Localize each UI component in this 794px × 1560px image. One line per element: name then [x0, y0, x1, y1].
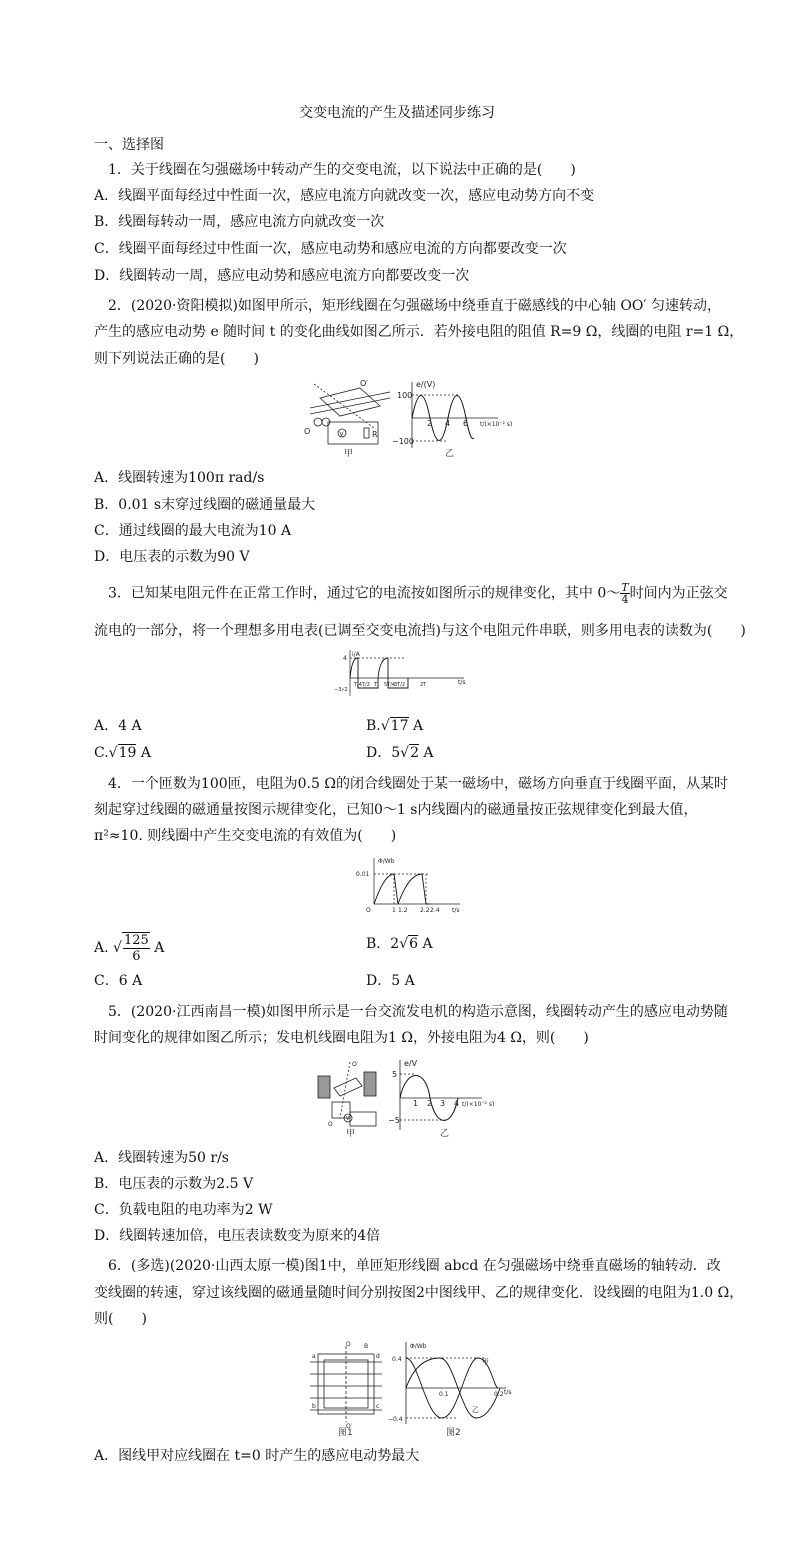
q2-option-a: A．线圈转速为100π rad/s: [94, 470, 265, 486]
q5-line1: 5．(2020·江西南昌一模)如图甲所示是一台交流发电机的构造示意图，线圈转动产生的感应电动势随: [108, 1004, 728, 1020]
q6-caption-right: 图2: [446, 1428, 461, 1436]
q2-option-c: C．通过线圈的最大电流为10 A: [94, 523, 292, 539]
q2-graph-ylabel: e/(V): [416, 380, 436, 389]
q4-figure: [356, 856, 466, 914]
q2-caption-right: 乙: [445, 449, 455, 458]
q1-stem: 1．关于线圈在匀强磁场中转动产生的交变电流，以下说法中正确的是( ): [108, 162, 576, 178]
q3-option-d: D．5√2 A: [366, 745, 434, 761]
q6-label-O: O: [346, 1341, 351, 1348]
q3-line1-a: 3．已知某电阻元件在正常工作时，通过它的电流按如图所示的规律变化，其中 0～: [108, 585, 621, 602]
q4-option-b: B．2√6 A: [366, 936, 433, 952]
q3-graph-tick-5: 3T/2: [394, 682, 406, 688]
q3-graph-tick-1: T/4: [354, 682, 362, 688]
q2-graph-ypos: 100: [397, 391, 413, 400]
q6-graph-tick-2: 0.2: [494, 1391, 504, 1398]
q3-graph-tick-4: 5T/4: [384, 682, 396, 688]
q2-label-O: O: [304, 427, 311, 436]
q3-graph-tick-3: T: [374, 682, 378, 688]
q5-label-V: V: [346, 1116, 350, 1122]
q5-label-O: O: [328, 1121, 333, 1128]
q5-caption-left: 甲: [346, 1129, 356, 1138]
q5-graph-tick-1: 1: [413, 1099, 419, 1108]
q3-line1: [108, 582, 728, 605]
q2-graph-tick-1: 2: [427, 419, 433, 428]
q4-graph-origin: O: [366, 907, 371, 914]
q6-line2: 变线圈的转速，穿过该线圈的磁通量随时间分别按图2中图线甲、乙的规律变化．设线圈的电阻为1.0 Ω，: [94, 1285, 744, 1301]
q6-graph-tick-1: 0.1: [439, 1391, 449, 1398]
q2-line3: 则下列说法正确的是( ): [94, 351, 259, 367]
q6-option-a: A．图线甲对应线圈在 t=0 时产生的感应电动势最大: [94, 1448, 420, 1464]
q2-line1: 2．(2020·资阳模拟)如图甲所示，矩形线圈在匀强磁场中绕垂直于磁感线的中心轴 OO′ 匀速转动，: [108, 298, 721, 314]
q4-graph-ylabel: Φ/Wb: [378, 858, 395, 865]
q5-graph-tick-2: 2: [427, 1099, 433, 1108]
q2-caption-left: 甲: [344, 449, 354, 458]
q5-line2: 时间变化的规律如图乙所示；发电机线圈电阻为1 Ω，外接电阻为4 Ω，则( ): [94, 1030, 589, 1046]
q6-label-c: c: [376, 1403, 380, 1410]
q2-option-d: D．电压表的示数为90 V: [94, 549, 250, 565]
q3-option-c: C.√19 A: [94, 745, 151, 761]
q4-graph-xlabel: t/s: [452, 907, 460, 914]
q4-graph-tick-2: 1.2: [398, 907, 408, 914]
q3-graph-ypos: 4: [343, 655, 347, 662]
q5-graph-ylabel: e/V: [404, 1059, 418, 1068]
q6-coil-diagram: [310, 1346, 382, 1422]
q6-graph-label-yi: 乙: [472, 1406, 479, 1414]
q5-graph-ypos: 5: [392, 1070, 398, 1079]
section-heading: 一、选择图: [94, 137, 164, 153]
q3-figure: [334, 648, 474, 698]
q3-option-b: B.√17 A: [366, 718, 424, 734]
q2-graph-tick-3: 6: [463, 419, 469, 428]
q6-figure: [306, 1340, 518, 1436]
q2-graph-xlabel: t/(×10⁻² s): [480, 421, 513, 428]
q4-graph-tick-3: 2.2: [420, 907, 430, 914]
q6-graph-ylabel: Φ/Wb: [410, 1343, 427, 1350]
q4-line1: 4．一个匝数为100匝，电阻为0.5 Ω的闭合线圈处于某一磁场中，磁场方向垂直于线圈平面，从某时: [108, 776, 728, 792]
q2-coil-diagram: [310, 384, 390, 444]
q4-option-c: C．6 A: [94, 973, 143, 989]
q6-caption-left: 图1: [338, 1428, 353, 1436]
q2-option-b: B．0.01 s末穿过线圈的磁通量最大: [94, 497, 316, 513]
q1-option-b: B．线圈每转动一周，感应电流方向就改变一次: [94, 214, 385, 230]
q6-line3: 则( ): [94, 1311, 147, 1327]
q6-label-Oprime: O′: [346, 1423, 353, 1430]
q5-figure: [312, 1058, 512, 1138]
q5-graph-tick-3: 3: [440, 1099, 446, 1108]
q2-graph-yneg: −100: [392, 437, 414, 446]
q2-graph-axes: [412, 382, 498, 448]
q4-graph-tick-4: 2.4: [430, 907, 440, 914]
q4-line2: 刻起穿过线圈的磁通量按图示规律变化，已知0～1 s内线圈内的磁通量按正弦规律变化到最大值，: [94, 802, 698, 818]
q5-option-b: B．电压表的示数为2.5 V: [94, 1176, 254, 1192]
q6-graph-yneg: −0.4: [388, 1416, 403, 1423]
q4-graph-curve: [374, 874, 430, 904]
q3-graph-ylabel: i/A: [352, 651, 360, 658]
q2-graph-tick-2: 4: [445, 419, 451, 428]
q5-caption-right: 乙: [440, 1129, 450, 1138]
q3-graph-tick-2: T/2: [362, 682, 370, 688]
q3-line2: 流电的一部分，将一个理想多用电表(已调至交变电流挡)与这个电阻元件串联，则多用电表的读数为( ): [94, 623, 746, 639]
q2-label-V: V: [339, 431, 344, 438]
q1-option-c: C．线圈平面每经过中性面一次，感应电动势和感应电流的方向都要改变一次: [94, 241, 567, 257]
q6-label-a: a: [312, 1353, 316, 1360]
q6-line1: 6．(多选)(2020·山西太原一模)图1中，单匝矩形线圈 abcd 在匀强磁场中绕垂直磁场的轴转动．改: [108, 1258, 721, 1274]
q5-option-d: D．线圈转速加倍，电压表读数变为原来的4倍: [94, 1228, 381, 1244]
q6-label-d: d: [376, 1353, 380, 1360]
q4-option-a: A. √ $\frac{125}{6}$ A: [94, 933, 165, 964]
q6-graph-label-jia: 甲: [482, 1358, 489, 1366]
q3-graph-xlabel: t/s: [458, 679, 466, 686]
q3-option-a: A．4 A: [94, 718, 142, 734]
q1-option-d: D．线圈转动一周，感应电动势和感应电流方向都要改变一次: [94, 268, 470, 284]
q6-label-B: B: [364, 1343, 369, 1350]
q3-fraction: $\frac{T}{4}$: [621, 581, 629, 606]
q2-line2: 产生的感应电动势 e 随时间 t 的变化曲线如图乙所示．若外接电阻的阻值 R=9 Ω，线圈的电阻 r=1 Ω，: [94, 324, 744, 340]
q2-label-R: R: [372, 430, 378, 439]
page-title: 交变电流的产生及描述同步练习: [299, 105, 495, 121]
q4-graph-ypos: 0.01: [356, 871, 370, 878]
q5-graph-xlabel: t/(×10⁻² s): [462, 1101, 495, 1108]
q4-option-d: D．5 A: [366, 973, 415, 989]
q4-line3: π²≈10. 则线圈中产生交变电流的有效值为( ): [94, 828, 397, 844]
q5-graph-yneg: −5: [388, 1116, 400, 1125]
q3-graph-yneg: −3√2: [334, 687, 348, 693]
q3-graph-tick-6: 2T: [420, 682, 427, 688]
q6-label-b: b: [312, 1403, 316, 1410]
q4-graph-tick-1: 1: [392, 907, 396, 914]
q5-option-a: A．线圈转速为50 r/s: [94, 1150, 229, 1166]
q3-line1-b: 时间内为正弦交: [629, 585, 728, 602]
q5-label-Oprime: O′: [352, 1061, 359, 1068]
q3-graph-axes: [350, 650, 464, 696]
q5-graph-tick-4: 4: [454, 1099, 460, 1108]
q2-label-Oprime: O′: [360, 379, 369, 388]
q2-figure: [300, 378, 530, 458]
q5-option-c: C．负载电阻的电功率为2 W: [94, 1202, 273, 1218]
q1-option-a: A．线圈平面每经过中性面一次，感应电流方向就改变一次，感应电动势方向不变: [94, 188, 595, 204]
q6-graph-ypos: 0.4: [392, 1356, 402, 1363]
q6-graph-xlabel: t/s: [504, 1389, 512, 1396]
